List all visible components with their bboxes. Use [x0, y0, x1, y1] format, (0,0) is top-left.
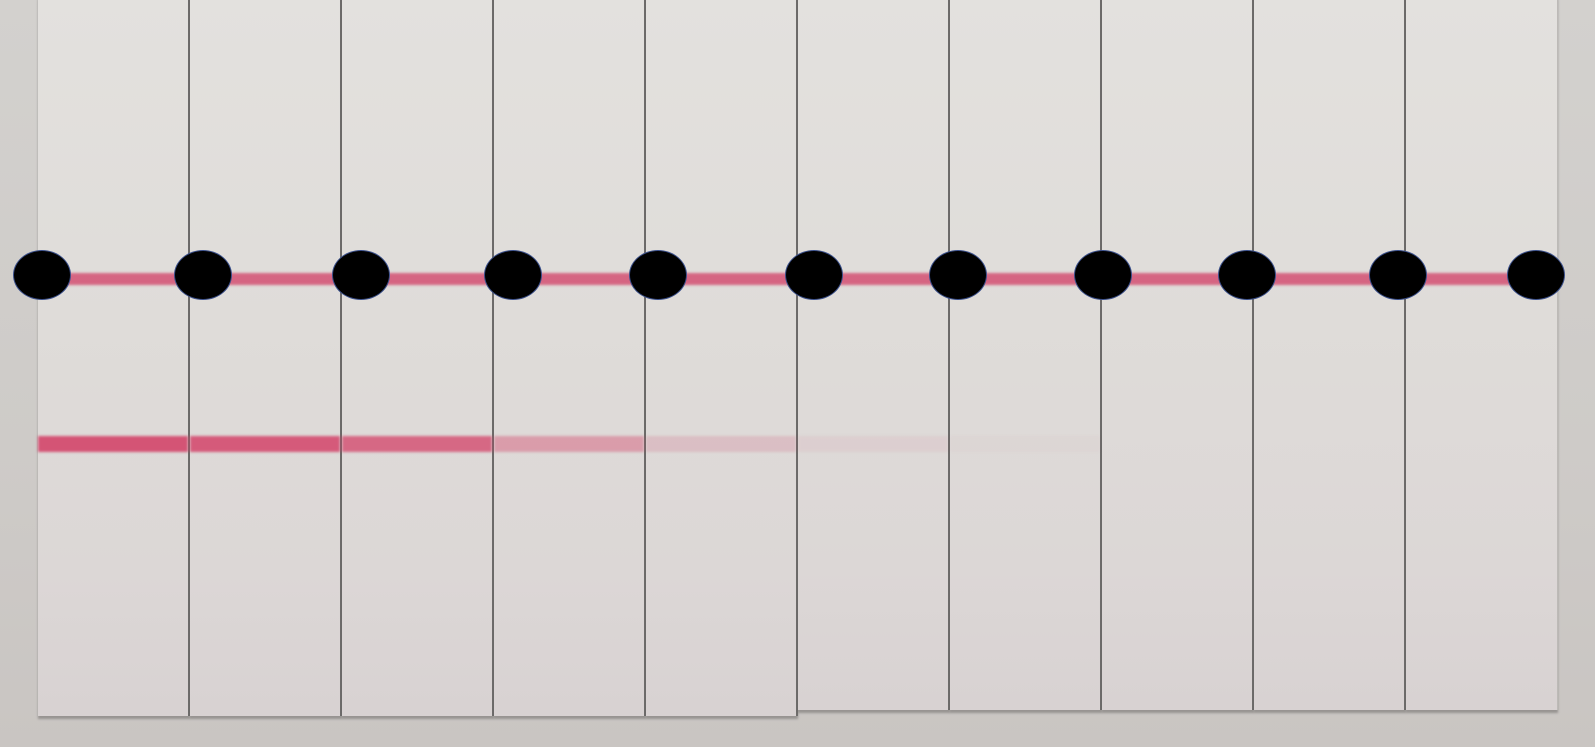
control-line — [342, 273, 492, 285]
control-line — [190, 273, 340, 285]
test-line — [342, 436, 492, 452]
test-line — [190, 436, 340, 452]
test-line — [38, 436, 188, 452]
test-line — [494, 436, 644, 452]
test-strip — [342, 0, 494, 716]
test-strip — [1406, 0, 1558, 710]
control-line — [950, 273, 1100, 285]
test-strip — [646, 0, 798, 716]
test-strip — [1102, 0, 1254, 710]
control-line — [1102, 273, 1252, 285]
control-line — [494, 273, 644, 285]
control-line — [38, 273, 188, 285]
control-line — [798, 273, 948, 285]
strip-row — [38, 0, 1558, 722]
control-line — [646, 273, 796, 285]
test-strip — [950, 0, 1102, 710]
test-line — [798, 436, 948, 452]
test-line — [950, 436, 1100, 452]
test-strip — [494, 0, 646, 716]
test-line — [1102, 436, 1252, 452]
test-strip — [798, 0, 950, 710]
control-line — [1406, 273, 1557, 285]
test-line — [646, 436, 796, 452]
test-strip — [1254, 0, 1406, 710]
test-line — [1406, 436, 1557, 452]
control-line — [1254, 273, 1404, 285]
test-strip — [190, 0, 342, 716]
test-strip — [38, 0, 190, 716]
test-line — [1254, 436, 1404, 452]
